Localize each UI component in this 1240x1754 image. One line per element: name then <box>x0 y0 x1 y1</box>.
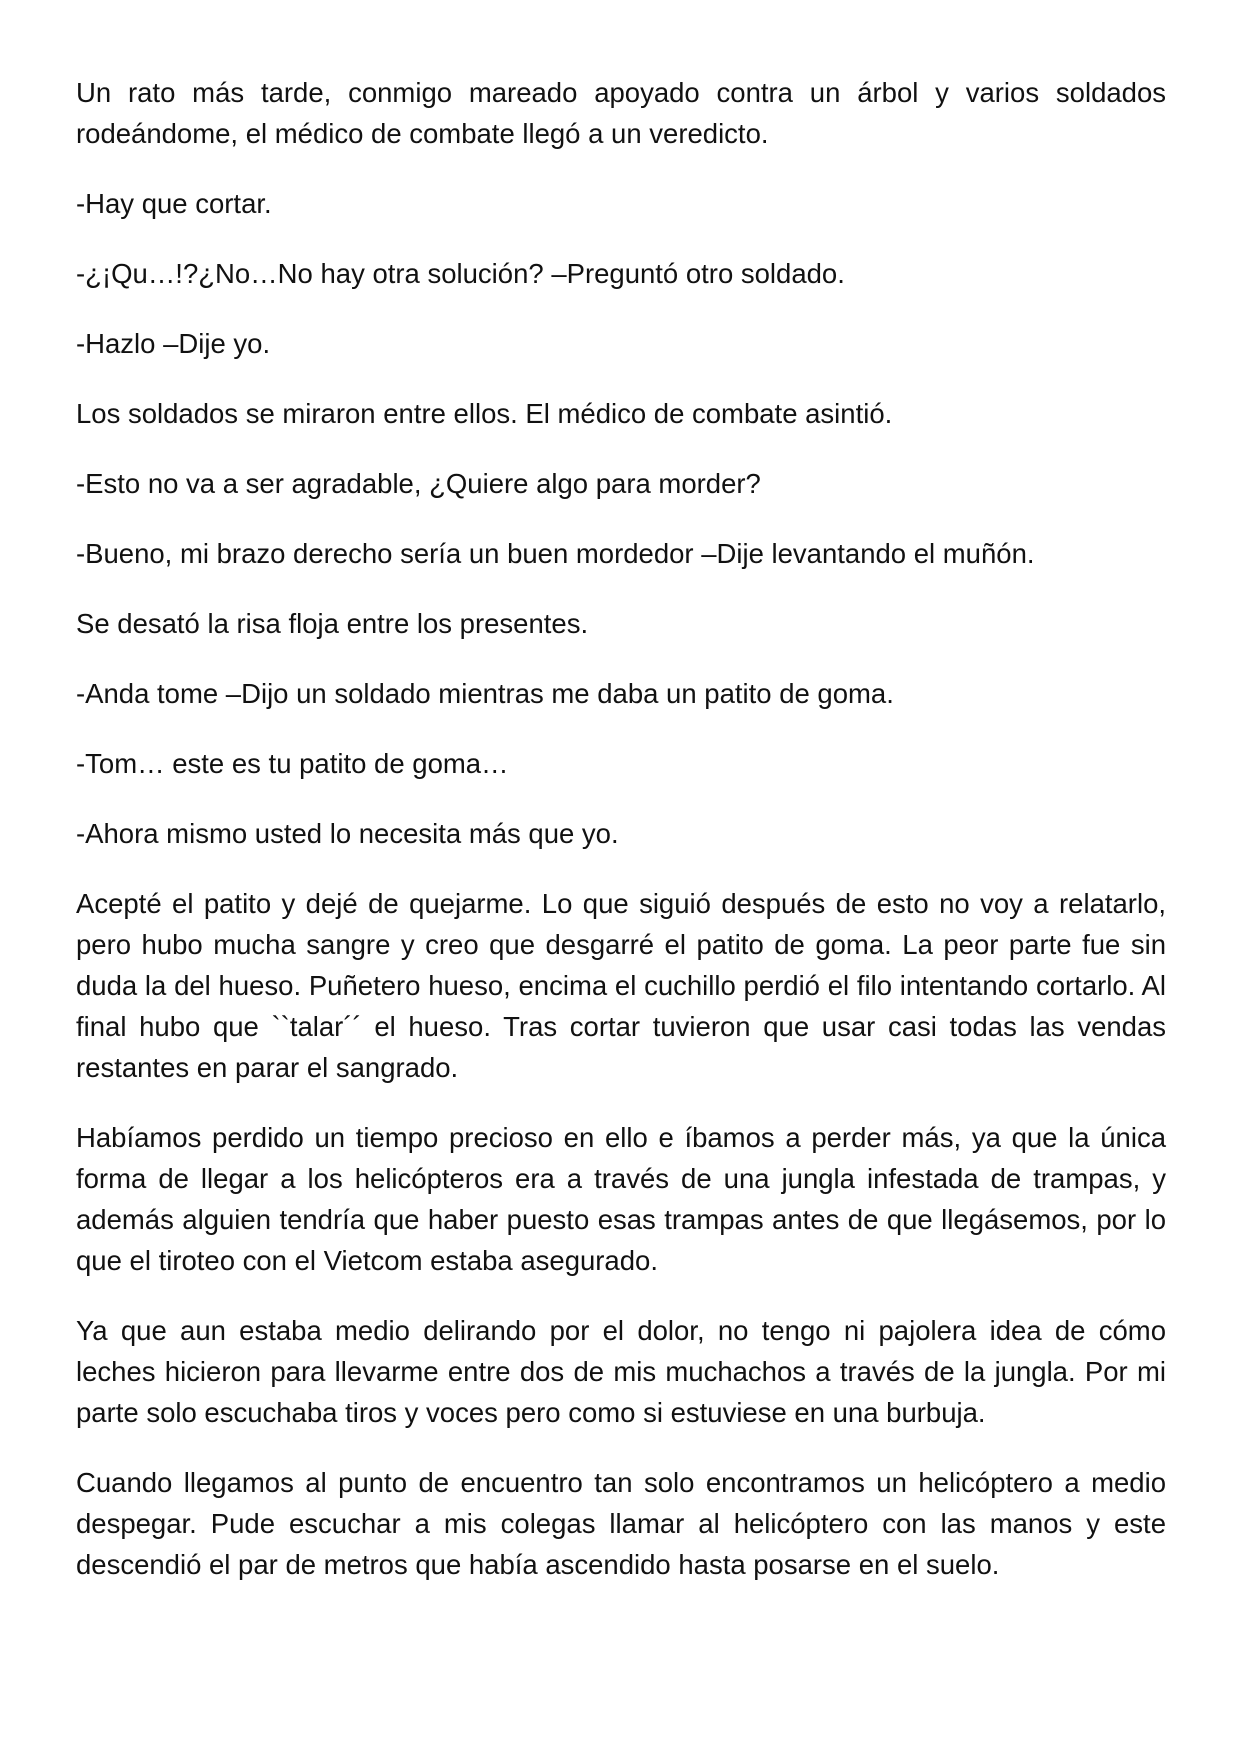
paragraph-narration-veredicto: Un rato más tarde, conmigo mareado apoyado contra un árbol y varios soldados rodeándome, el médico de combate llegó a un veredicto. <box>76 77 1166 149</box>
document-page <box>76 72 1166 1614</box>
paragraph-narration-hueso: Acepté el patito y dejé de quejarme. Lo que siguió después de esto no voy a relatarlo, pero hubo mucha sangre y creo que desgarré el patito de goma. La peor parte fue sin duda la del hueso. Puñetero hueso, encima el cuchillo perdió el filo intentando cortarlo. Al final hubo que ``talar´´ el hueso. Tras cortar tuvieron que usar casi todas las vendas restantes en parar el sangrado. <box>76 888 1166 1083</box>
paragraph-narration-helicoptero: Cuando llegamos al punto de encuentro tan solo encontramos un helicóptero a medio despegar. Pude escuchar a mis colegas llamar al helicóptero con las manos y este descendió el par de metros que había ascendido hasta posarse en el suelo. <box>76 1467 1166 1580</box>
paragraph-narration-risa: Se desató la risa floja entre los presentes. <box>76 608 589 639</box>
paragraph-dialogue-morder: -Esto no va a ser agradable, ¿Quiere algo para morder? <box>76 468 761 499</box>
paragraph-dialogue-otra-solucion: -¿¡Qu…!?¿No…No hay otra solución? –Preguntó otro soldado. <box>76 258 845 289</box>
paragraph-narration-jungla: Habíamos perdido un tiempo precioso en ello e íbamos a perder más, ya que la única forma de llegar a los helicópteros era a través de una jungla infestada de trampas, y además alguien tendría que haber puesto esas trampas antes de que llegásemos, por lo que el tiroteo con el Vietcom estaba asegurado. <box>76 1122 1166 1276</box>
paragraph-dialogue-hazlo: -Hazlo –Dije yo. <box>76 328 271 359</box>
paragraph-dialogue-mordedor: -Bueno, mi brazo derecho sería un buen mordedor –Dije levantando el muñón. <box>76 538 1035 569</box>
paragraph-dialogue-cortar: -Hay que cortar. <box>76 188 272 219</box>
paragraph-narration-asintio: Los soldados se miraron entre ellos. El médico de combate asintió. <box>76 398 893 429</box>
paragraph-dialogue-patito: -Tom… este es tu patito de goma… <box>76 748 509 779</box>
paragraph-dialogue-necesita: -Ahora mismo usted lo necesita más que yo. <box>76 818 619 849</box>
paragraph-narration-delirando: Ya que aun estaba medio delirando por el dolor, no tengo ni pajolera idea de cómo leches hicieron para llevarme entre dos de mis muchachos a través de la jungla. Por mi parte solo escuchaba tiros y voces pero como si estuviese en una burbuja. <box>76 1315 1166 1428</box>
paragraph-dialogue-anda-tome: -Anda tome –Dijo un soldado mientras me daba un patito de goma. <box>76 678 894 709</box>
